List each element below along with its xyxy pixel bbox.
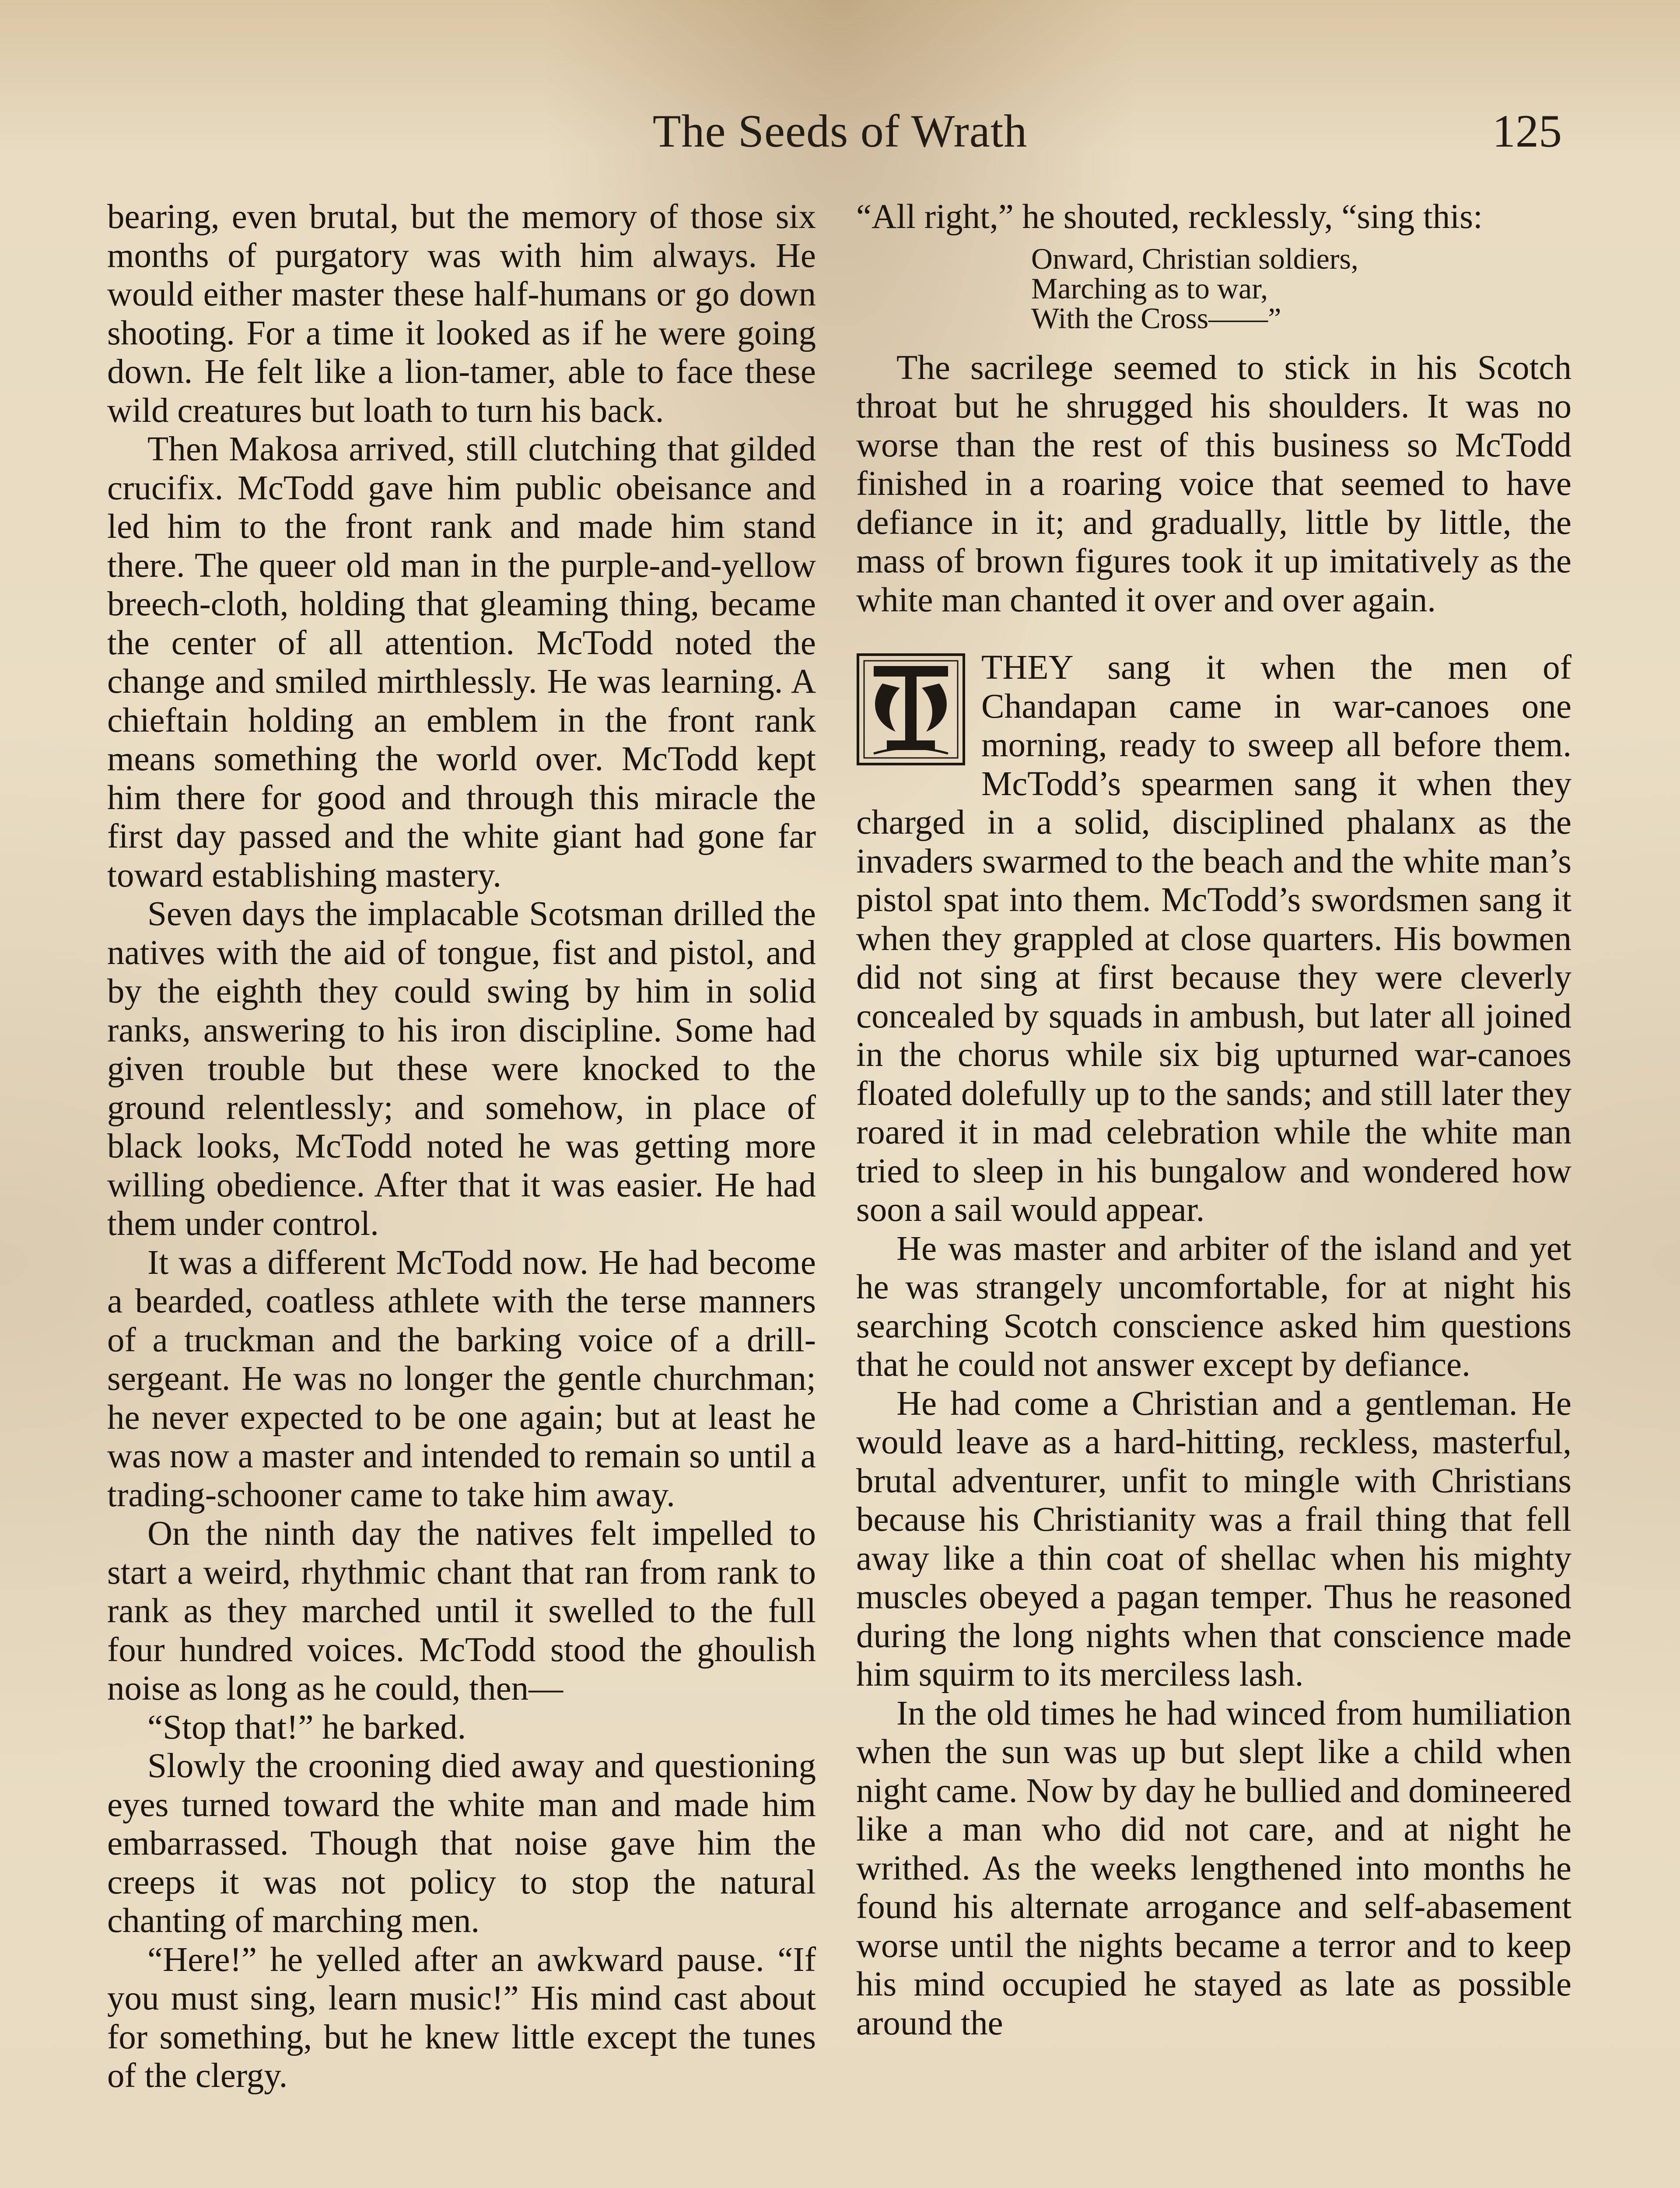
paragraph: In the old times he had winced from humiliation when the sun was up but slept like a child when night came. Now by day he bullied and domineered like a man who did not care, and at night he writhed. As the weeks lengthened into months he found his alternate arrogance and self-abasement worse until the nights became a terror and to keep his mind occupied he stayed as late as possible around the bbox=[856, 1694, 1572, 2042]
paragraph: “Here!” he yelled after an awkward pause. “If you must sing, learn music!” His mind cast about for something, but he knew little except the tunes of the clergy. bbox=[107, 1940, 816, 2095]
ornamental-initial-icon bbox=[856, 653, 966, 766]
paragraph: Then Makosa arrived, still clutching that gilded crucifix. McTodd gave him public obeisance and led him to the front rank and made him stand there. The queer old man in the purple-and-yellow breech-cloth, holding that gleaming thing, became the center of all attention. McTodd noted the change and smiled mirthlessly. He was learning. A chieftain holding an emblem in the front rank means something the world over. McTodd kept him there for good and through this miracle the first day passed and the white giant had gone far toward establishing mastery. bbox=[107, 430, 816, 894]
paragraph: THEY sang it when the men of Chandapan came in war-canoes one morning, ready to sweep all before them. McTodd’s spearmen sang it when they charged in a solid, disciplined phalanx as the invaders swarmed to the beach and the white man’s pistol spat into them. McTodd’s swordsmen sang it when they grappled at close quarters. His bowmen did not sing at first because they were cleverly concealed by squads in ambush, but later all joined in the chorus while six big upturned war-canoes floated dolefully up to the sands; and still later they roared it in mad celebration while the white man tried to sleep in his bungalow and wondered how soon a sail would appear. bbox=[856, 649, 1572, 1229]
paragraph: “All right,” he shouted, recklessly, “sing this: bbox=[856, 198, 1483, 236]
paragraph: Slowly the crooning died away and questioning eyes turned toward the white man and made him embarrassed. Though that noise gave him the creeps it was not policy to stop the natural chanting of marching men. bbox=[107, 1747, 816, 1940]
paragraph: The sacrilege seemed to stick in his Scotch throat but he shrugged his shoulders. It was no worse than the rest of this business so McTodd finished in a roaring voice that seemed to have defiance in it; and gradually, little by little, the mass of brown figures took it up imitatively as the white man chanted it over and over again. bbox=[856, 348, 1572, 619]
hymn-verse bbox=[1031, 244, 1572, 333]
paragraph: He had come a Christian and a gentleman. He would leave as a hard-hitting, reckless, masterful, brutal adventurer, unfit to mingle with Christians because his Christianity was a frail thing that fell away like a thin coat of shellac when his mighty muscles obeyed a pagan temper. Thus he reasoned during the long nights when that conscience made him squirm to its merciless lash. bbox=[856, 1384, 1572, 1694]
verse-line: Onward, Christian soldiers, bbox=[1031, 242, 1358, 275]
paragraph: On the ninth day the natives felt impelled to start a weird, rhythmic chant that ran from rank to rank as they marched until it swelled to the full four hundred voices. McTodd stood the ghoulish noise as long as he could, then— bbox=[107, 1515, 816, 1708]
paragraph: bearing, even brutal, but the memory of those six months of purgatory was with him always. He would either master these half-humans or go down shooting. For a time it looked as if he were going down. He felt like a lion-tamer, able to face these wild creatures but loath to turn his back. bbox=[107, 198, 816, 430]
page-number: 125 bbox=[1492, 105, 1562, 157]
paragraph: He was master and arbiter of the island and yet he was strangely uncomfortable, for at night his searching Scotch conscience asked him questions that he could not answer except by defiance. bbox=[856, 1229, 1572, 1384]
paragraph: Seven days the implacable Scotsman drilled the natives with the aid of tongue, fist and pistol, and by the eighth they could swing by him in solid ranks, answering to his iron discipline. Some had given trouble but these were knocked to the ground relentlessly; and somehow, in place of black looks, McTodd noted he was getting more willing obedience. After that it was easier. He had them under control. bbox=[107, 895, 816, 1243]
paragraph: “Stop that!” he barked. bbox=[147, 1708, 466, 1746]
right-column bbox=[856, 198, 1572, 2043]
running-title: The Seeds of Wrath bbox=[652, 105, 1028, 157]
verse-line: Marching as to war, bbox=[1031, 271, 1268, 305]
section-break bbox=[856, 620, 1572, 649]
left-column bbox=[107, 198, 816, 2096]
page-header bbox=[0, 101, 1680, 162]
verse-line: With the Cross——” bbox=[1031, 301, 1281, 335]
paragraph: It was a different McTodd now. He had become a bearded, coatless athlete with the terse manners of a truckman and the barking voice of a drill-sergeant. He was no longer the gentle churchman; he never expected to be one again; but at least he was now a master and intended to remain so until a trading-schooner came to take him away. bbox=[107, 1243, 816, 1514]
